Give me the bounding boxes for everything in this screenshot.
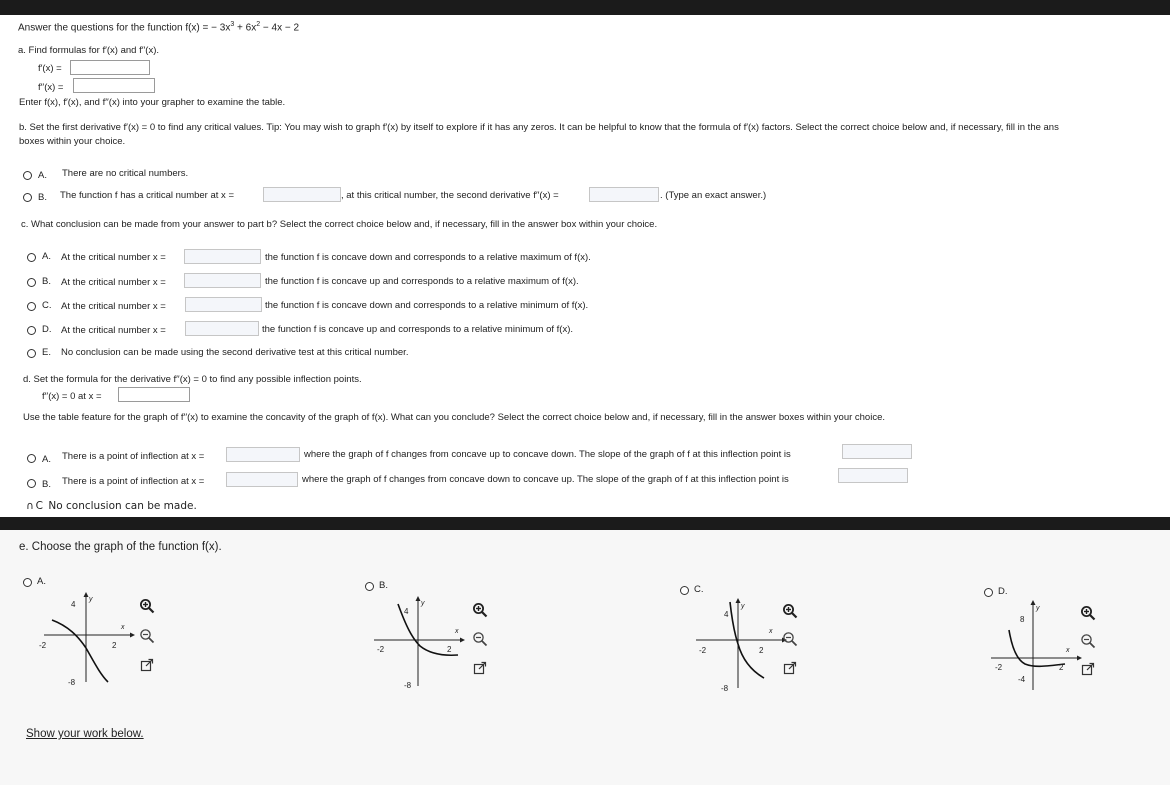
graph-letter-d: D. [998,586,1008,597]
fdoubleprime-label: f′′(x) = [38,82,64,93]
graph-a-ymin: -8 [68,678,76,687]
graph-c-ylab: y [741,603,745,610]
graph-d-xmin: -2 [995,663,1003,672]
graph-d-xmax: 2 [1059,663,1064,672]
part-c-choice-c-post: the function f is concave down and corresponds to a relative minimum of f(x). [265,300,589,311]
part-c-choice-d-pre: At the critical number x = [61,325,166,336]
part-b-choice-b-text2: , at this critical number, the second derivative f′′(x) = [341,190,559,201]
fprime-label: f′(x) = [38,63,62,74]
graph-d-xlab: x [1066,647,1070,654]
part-e-title: e. Choose the graph of the function f(x). [19,541,222,553]
critical-number-input[interactable] [263,187,341,202]
graph-b-xmax: 2 [447,645,452,654]
graph-c-xmin: -2 [699,646,707,655]
part-c-radio-e[interactable] [27,349,36,358]
graph-radio-d[interactable] [984,588,993,597]
question-panel-bottom [0,530,1170,785]
graph-a-ylab: y [89,596,93,603]
part-c-choice-c-pre: At the critical number x = [61,301,166,312]
top-dark-band [0,0,1170,15]
part-d-radio-b[interactable] [27,479,36,488]
part-c-choice-a-pre: At the critical number x = [61,252,166,263]
fdoubleprime-input[interactable] [73,78,155,93]
part-c-radio-c[interactable] [27,302,36,311]
part-d-inflection-x-b[interactable] [226,472,298,487]
graph-b-xmin: -2 [377,645,385,654]
second-derivative-input[interactable] [589,187,659,202]
part-d-slope-b[interactable] [838,468,908,483]
part-b-letter-a: A. [38,170,47,181]
part-c-choice-b-post: the function f is concave up and corresponds to a relative maximum of f(x). [265,276,579,287]
zoom-out-icon[interactable] [782,631,798,647]
zoom-out-icon[interactable] [139,628,155,644]
graph-b-ylab: y [421,600,425,607]
graph-d-ymin: -4 [1018,675,1026,684]
grapher-note: Enter f(x), f′(x), and f′′(x) into your grapher to examine the table. [19,97,286,108]
part-d-choice-b-post: where the graph of f changes from concave down to concave up. The slope of the graph of f at this inflection point is [302,474,789,485]
part-c-title: c. What conclusion can be made from your answer to part b? Select the correct choice below and, if necessary, fill in the answer box within your choice. [21,219,658,230]
part-c-radio-a[interactable] [27,253,36,262]
graph-letter-a: A. [37,576,46,587]
part-d-title: d. Set the formula for the derivative f′′(x) = 0 to find any possible inflection points. [23,374,362,385]
graph-a-xmin: -2 [39,641,47,650]
external-link-icon[interactable] [140,658,154,672]
part-c-letter-e: E. [42,347,51,358]
part-d-letter-b: B. [42,479,51,490]
part-c-letter-d: D. [42,324,52,335]
zoom-out-icon[interactable] [1080,633,1096,649]
graph-c-xmax: 2 [759,646,764,655]
zoom-in-icon[interactable] [1080,605,1096,621]
zoom-out-icon[interactable] [472,631,488,647]
show-work-link[interactable]: Show your work below. [26,728,144,740]
part-b-title-cont: boxes within your choice. [19,136,126,147]
part-c-choice-a-post: the function f is concave down and corresponds to a relative maximum of f(x). [265,252,591,263]
graph-b[interactable] [368,596,468,691]
zoom-in-icon[interactable] [139,598,155,614]
graph-radio-a[interactable] [23,578,32,587]
inflection-eq-label: f′′(x) = 0 at x = [42,391,102,402]
part-d-radio-a[interactable] [27,454,36,463]
graph-a-xmax: 2 [112,641,117,650]
graph-c-xlab: x [769,628,773,635]
question-prompt: Answer the questions for the function f(x) = − $3x^3 + 6x^2 - 4x - 2$ [18,21,300,34]
graph-d-ymax: 8 [1020,615,1025,624]
part-b-choice-b-text1: The function f has a critical number at x = [60,190,234,201]
graph-a-xlab: x [121,624,125,631]
external-link-icon[interactable] [1081,662,1095,676]
part-b-choice-b-text3: . (Type an exact answer.) [660,190,767,201]
external-link-icon[interactable] [473,661,487,675]
part-c-choice-d-post: the function f is concave up and corresponds to a relative minimum of f(x). [262,324,574,335]
graph-c-ymax: 4 [724,610,729,619]
part-c-letter-b: B. [42,276,51,287]
zoom-in-icon[interactable] [782,603,798,619]
graph-a[interactable] [38,592,138,687]
part-b-letter-b: B. [38,192,47,203]
graph-b-ymax: 4 [404,607,409,616]
fprime-input[interactable] [70,60,150,75]
part-c-input-c[interactable] [185,297,262,312]
graph-radio-c[interactable] [680,586,689,595]
graph-letter-b: B. [379,580,388,591]
part-b-choice-a[interactable]: There are no critical numbers. [62,168,189,179]
graph-d-ylab: y [1036,605,1040,612]
part-c-input-a[interactable] [184,249,261,264]
external-link-icon[interactable] [783,661,797,675]
question-panel-top [0,15,1170,517]
graph-c-ymin: -8 [721,684,729,693]
part-b-radio-a[interactable] [23,171,32,180]
graph-b-xlab: x [455,628,459,635]
part-b-title: b. Set the first derivative f′(x) = 0 to find any critical values. Tip: You may wish to graph f′(x) by itself to explore if it has any zeros. It can be helpful to know that the formula of f′(x) factors. Select the correct choice below and, if necessary, fill in the ans [19,122,1059,133]
part-d-choice-a-pre: There is a point of inflection at x = [62,451,205,462]
graph-a-curve [52,620,108,682]
part-c-radio-d[interactable] [27,326,36,335]
part-d-inflection-x-a[interactable] [226,447,300,462]
part-c-radio-b[interactable] [27,278,36,287]
graph-a-ymax: 4 [71,600,76,609]
part-c-choice-b-pre: At the critical number x = [61,277,166,288]
middle-dark-band [0,517,1170,530]
zoom-in-icon[interactable] [472,602,488,618]
part-b-radio-b[interactable] [23,193,32,202]
part-c-input-b[interactable] [184,273,261,288]
graph-letter-c: C. [694,584,704,595]
part-d-choice-a-post: where the graph of f changes from concave up to concave down. The slope of the graph of f at this inflection point is [304,449,791,460]
graph-c[interactable] [690,598,790,693]
table-note: Use the table feature for the graph of f′′(x) to examine the concavity of the graph of f(x). What can you conclude? Select the correct choice below and, if necessary, fill in the answer boxes within your choice. [23,412,885,423]
part-c-letter-c: C. [42,300,52,311]
part-d-choice-c[interactable]: ∩С No conclusion can be made. [26,500,197,512]
part-c-letter-a: A. [42,251,51,262]
part-d-slope-a[interactable] [842,444,912,459]
graph-d-curve [1009,630,1065,666]
part-c-input-d[interactable] [185,321,259,336]
part-c-choice-e[interactable]: No conclusion can be made using the second derivative test at this critical number. [61,347,409,358]
graph-b-ymin: -8 [404,681,412,690]
inflection-input[interactable] [118,387,190,402]
graph-d[interactable] [985,600,1085,695]
part-d-letter-a: A. [42,454,51,465]
part-d-choice-b-pre: There is a point of inflection at x = [62,476,205,487]
part-a-title: a. Find formulas for f′(x) and f′′(x). [18,45,160,56]
graph-radio-b[interactable] [365,582,374,591]
